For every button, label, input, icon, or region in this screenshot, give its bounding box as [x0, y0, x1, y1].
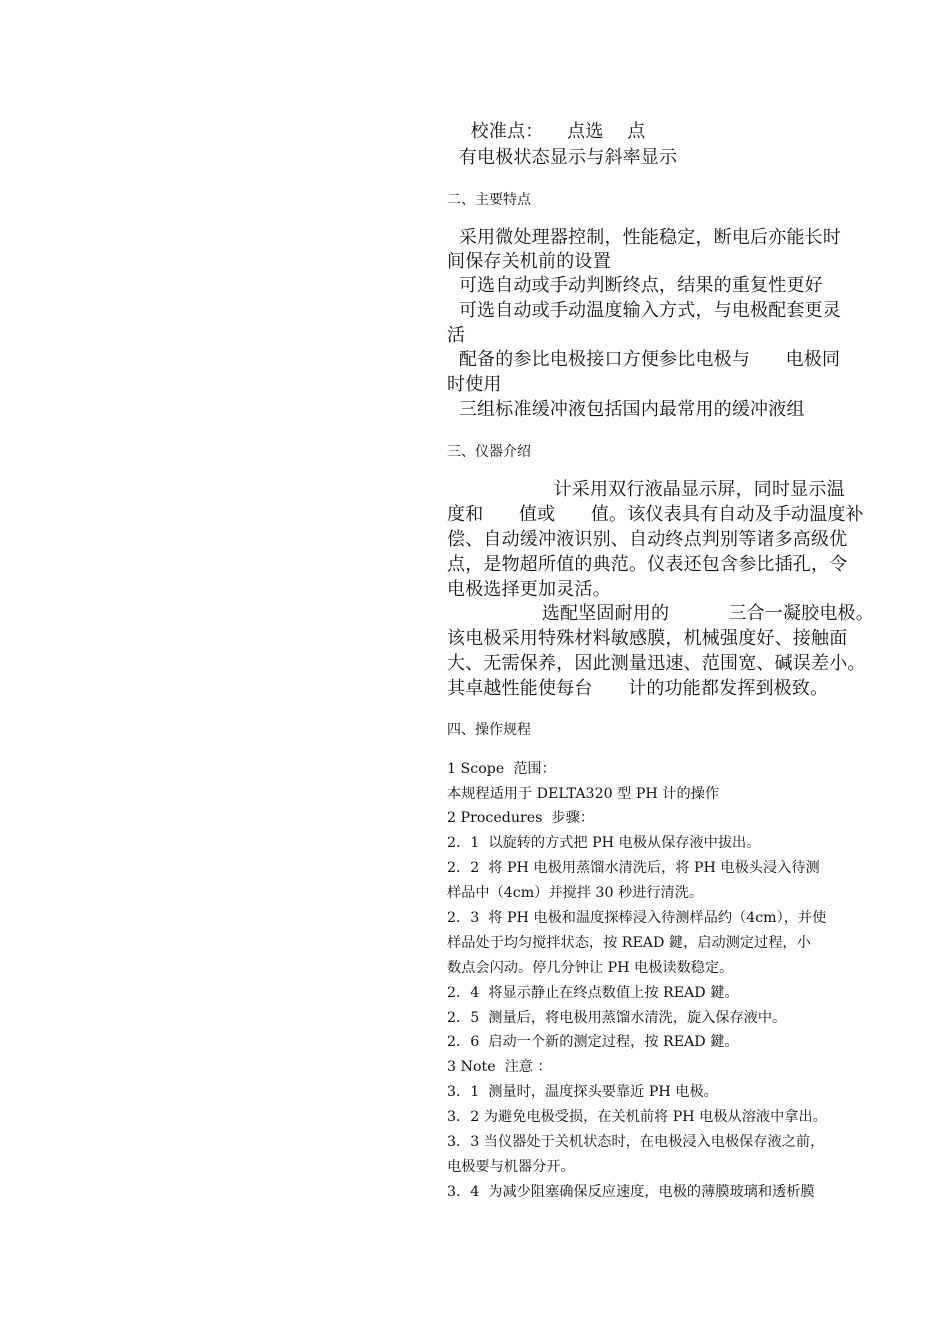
intro-line: 该电极采用特殊材料敏感膜，机械强度好、接触面: [447, 628, 848, 649]
procedure-line: 3．1 测量时，温度探头要靠近 PH 电极。: [447, 1084, 718, 1100]
procedure-line: 本规程适用于 DELTA320 型 PH 计的操作: [447, 786, 720, 802]
electrode-display-line: 有电极状态显示与斜率显示: [447, 147, 678, 168]
procedure-line: 数点会闪动。停几分钟让 PH 电极读数稳定。: [447, 960, 734, 976]
section-heading-features: 二、主要特点: [447, 192, 531, 208]
section-heading-intro: 三、仪器介绍: [447, 444, 531, 460]
procedure-line: 2 Procedures 步骤：: [447, 810, 595, 826]
intro-line: 电极选择更加灵活。: [447, 579, 611, 600]
features-line: 三组标准缓冲液包括国内最常用的缓冲液组: [447, 399, 805, 420]
procedure-line: 2．6 启动一个新的测定过程，按 READ 鍵。: [447, 1034, 739, 1050]
procedure-line: 2．2 将 PH 电极用蒸馏水清洗后，将 PH 电极头浸入待测: [447, 860, 820, 876]
features-line: 配备的参比电极接口方便参比电极与 电极同: [447, 349, 841, 370]
procedure-line: 3．3 当仪器处于关机状态时，在电极浸入电极保存液之前，: [447, 1134, 825, 1150]
procedure-line: 电极要与机器分开。: [447, 1159, 575, 1175]
procedure-line: 2．3 将 PH 电极和温度探棒浸入待测样品约（4cm），并使: [447, 910, 827, 926]
procedure-line: 样品处于均匀搅拌状态，按 READ 鍵，启动测定过程，小: [447, 935, 811, 951]
procedure-line: 2．5 测量后，将电极用蒸馏水清洗，旋入保存液中。: [447, 1010, 787, 1026]
features-line: 间保存关机前的设置: [447, 251, 611, 272]
intro-line: 计采用双行液晶显示屏，同时显示温: [447, 479, 845, 500]
features-line: 时使用: [447, 374, 502, 395]
procedure-line: 1 Scope 范围：: [447, 761, 556, 777]
section-heading-procedure: 四、操作规程: [447, 722, 531, 738]
features-line: 活: [447, 325, 466, 346]
procedure-line: 样品中（4cm）并搅拌 30 秒进行清洗。: [447, 885, 704, 901]
intro-line: 其卓越性能使每台 计的功能都发挥到极致。: [447, 678, 829, 699]
procedure-line: 3．2 为避免电极受损，在关机前将 PH 电极从溶液中拿出。: [447, 1109, 827, 1125]
intro-line: 偿、自动缓冲液识别、自动终点判别等诸多高级优: [447, 529, 848, 550]
features-line: 可选自动或手动温度输入方式，与电极配套更灵: [447, 300, 842, 321]
intro-line: 选配坚固耐用的 三合一凝胶电极。: [447, 603, 874, 624]
procedure-line: 2．1 以旋转的方式把 PH 电极从保存液中拔出。: [447, 835, 761, 851]
features-line: 采用微处理器控制，性能稳定，断电后亦能长时: [447, 227, 842, 248]
intro-line: 大、无需保养，因此测量迅速、范围宽、碱误差小。: [447, 653, 866, 674]
features-line: 可选自动或手动判断终点，结果的重复性更好: [447, 275, 823, 296]
procedure-line: 3．4 为减少阻塞确保反应速度，电极的薄膜玻璃和透析膜: [447, 1184, 815, 1200]
procedure-line: 2．4 将显示静止在终点数值上按 READ 鍵。: [447, 985, 739, 1001]
procedure-line: 3 Note 注意 ：: [447, 1059, 552, 1075]
intro-line: 点，是物超所值的典范。仪表还包含参比插孔，令: [447, 554, 848, 575]
intro-line: 度和 值或 值。该仪表具有自动及手动温度补: [447, 504, 864, 525]
calibration-points-line: 校准点： 点选 点: [447, 121, 646, 142]
